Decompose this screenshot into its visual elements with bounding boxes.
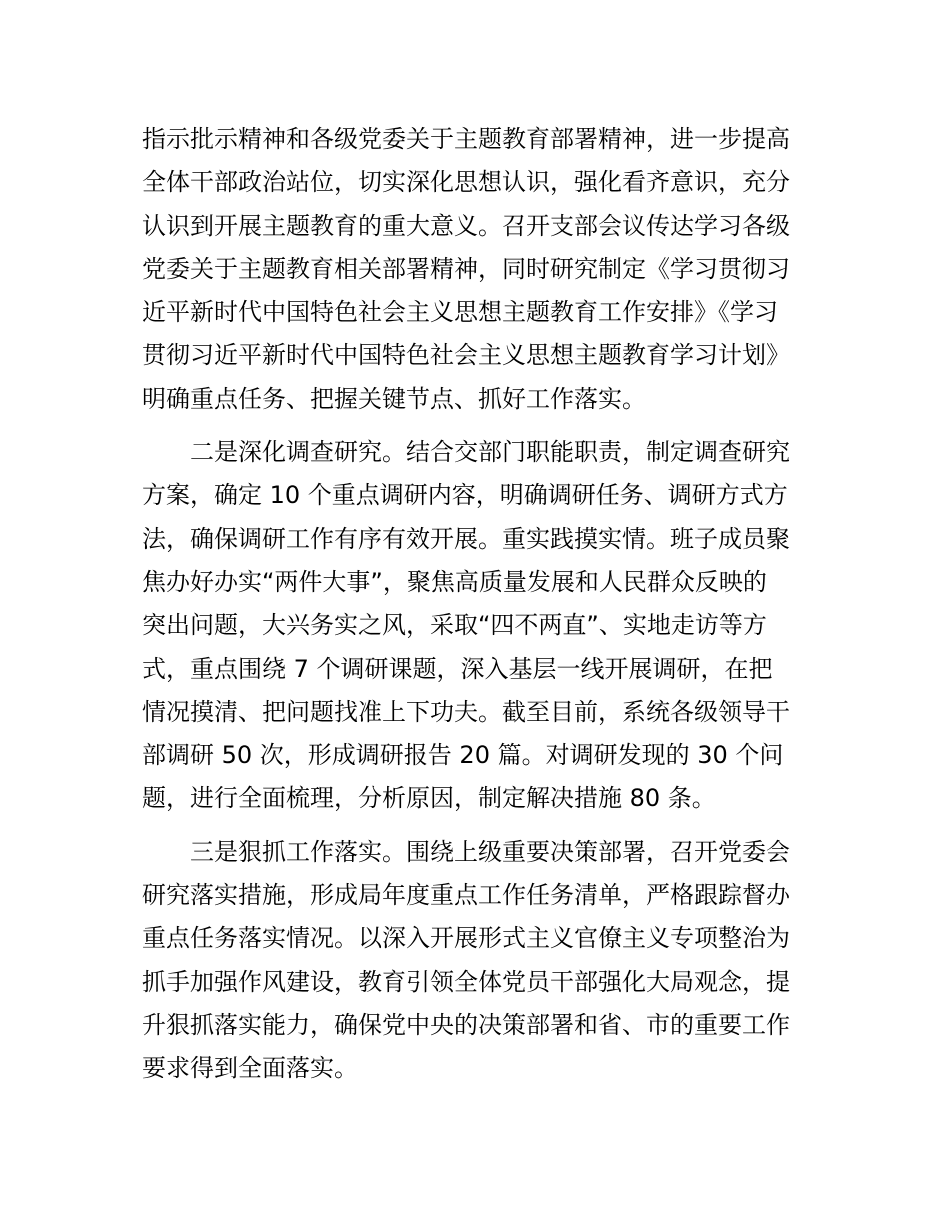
paragraph-line: 重点任务落实情况。以深入开展形式主义官僚主义专项整治为 bbox=[142, 924, 790, 953]
paragraph-line: 全体干部政治站位，切实深化思想认识，强化看齐意识，充分 bbox=[142, 168, 790, 197]
paragraph-line: 题，进行全面梳理，分析原因，制定解决措施 80 条。 bbox=[142, 784, 716, 813]
paragraph-line: 研究落实措施，形成局年度重点工作任务清单，严格跟踪督办 bbox=[142, 881, 790, 910]
paragraph-line: 党委关于主题教育相关部署精神，同时研究制定《学习贯彻习 bbox=[142, 254, 790, 283]
paragraph-line: 三是狠抓工作落实。围绕上级重要决策部署，召开党委会 bbox=[190, 837, 790, 866]
paragraph-line: 突出问题，大兴务实之风，采取“四不两直”、实地走访等方 bbox=[142, 611, 767, 640]
paragraph-line: 认识到开展主题教育的重大意义。召开支部会议传达学习各级 bbox=[142, 211, 790, 240]
paragraph-line: 方案，确定 10 个重点调研内容，明确调研任务、调研方式方 bbox=[142, 481, 788, 510]
document-body bbox=[142, 118, 814, 1091]
paragraph-gap bbox=[142, 821, 814, 831]
paragraph-line: 部调研 50 次，形成调研报告 20 篇。对调研发现的 30 个问 bbox=[142, 741, 784, 770]
paragraph-3 bbox=[142, 831, 814, 1091]
paragraph-line: 式，重点围绕 7 个调研课题，深入基层一线开展调研，在把 bbox=[142, 654, 773, 683]
paragraph-line: 要求得到全面落实。 bbox=[142, 1054, 358, 1083]
paragraph-line: 指示批示精神和各级党委关于主题教育部署精神，进一步提高 bbox=[142, 125, 790, 153]
paragraph-line: 法，确保调研工作有序有效开展。重实践摸实情。班子成员聚 bbox=[142, 524, 790, 553]
paragraph-line: 抓手加强作风建设，教育引领全体党员干部强化大局观念，提 bbox=[142, 967, 790, 996]
paragraph-1 bbox=[142, 118, 814, 421]
paragraph-line: 焦办好办实“两件大事”，聚焦高质量发展和人民群众反映的 bbox=[142, 567, 767, 596]
paragraph-line: 近平新时代中国特色社会主义思想主题教育工作安排》《学习 bbox=[142, 298, 778, 327]
paragraph-line: 贯彻习近平新时代中国特色社会主义思想主题教育学习计划》 bbox=[142, 341, 790, 370]
paragraph-gap bbox=[142, 421, 814, 431]
paragraph-line: 情况摸清、把问题找准上下功夫。截至目前，系统各级领导干 bbox=[142, 697, 790, 726]
paragraph-2 bbox=[142, 431, 814, 821]
paragraph-line: 升狠抓落实能力，确保党中央的决策部署和省、市的重要工作 bbox=[142, 1010, 790, 1039]
paragraph-line: 二是深化调查研究。结合交部门职能职责，制定调查研究 bbox=[190, 438, 790, 467]
paragraph-line: 明确重点任务、把握关键节点、抓好工作落实。 bbox=[142, 384, 646, 413]
